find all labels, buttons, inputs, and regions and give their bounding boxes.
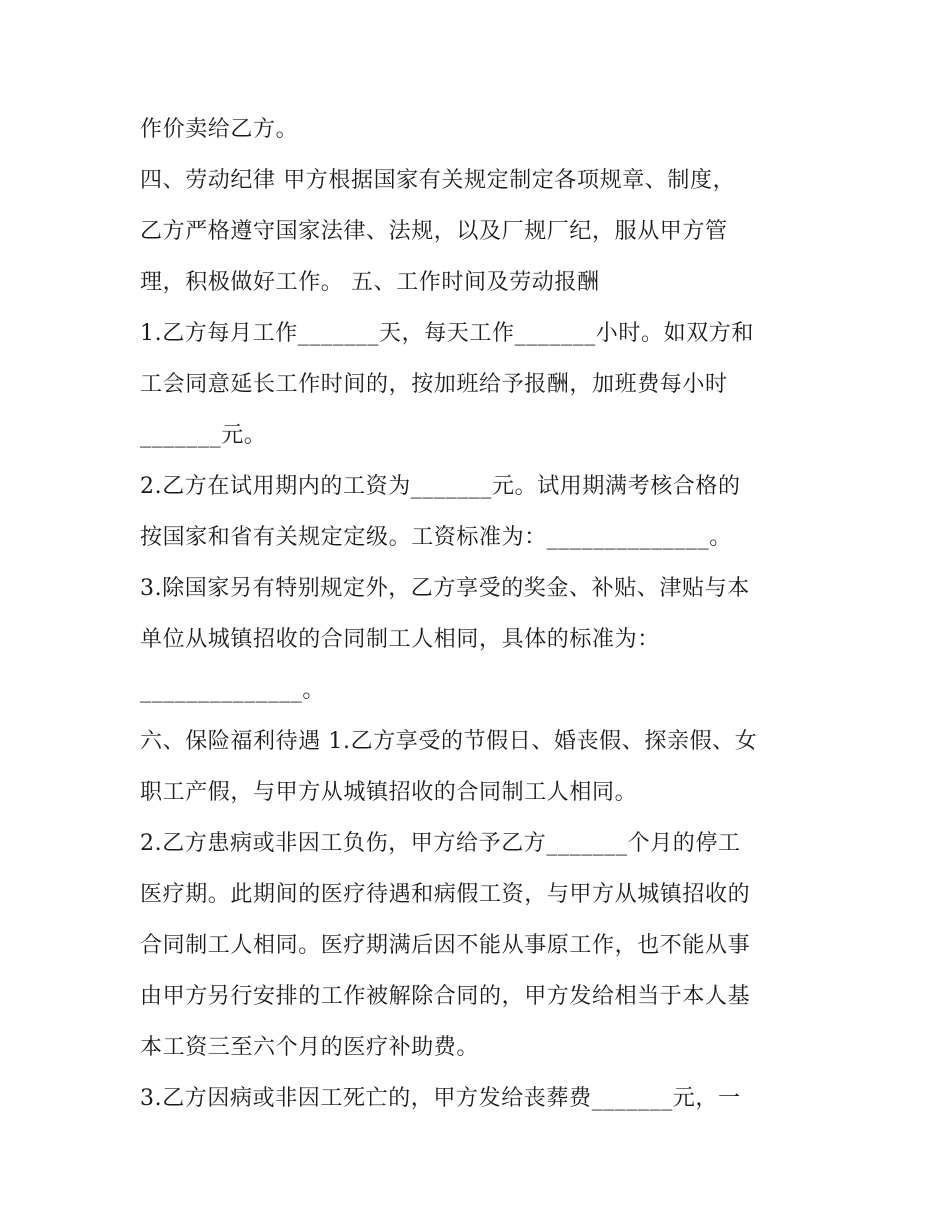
text-line: 职工产假，与甲方从城镇招收的合同制工人相同。 xyxy=(140,780,638,805)
text-line: 作价卖给乙方。 xyxy=(140,117,299,142)
text-line: 由甲方另行安排的工作被解除合同的，甲方发给相当于本人基 xyxy=(140,984,751,1009)
text-line: 3.乙方因病或非因工死亡的，甲方发给丧葬费_______元，一 xyxy=(140,1086,741,1111)
text-line: 医疗期。此期间的医疗待遇和病假工资，与甲方从城镇招收的 xyxy=(140,882,751,907)
text-line: 乙方严格遵守国家法律、法规，以及厂规厂纪，服从甲方管 xyxy=(140,219,728,244)
section-heading-line: 六、保险福利待遇 1.乙方享受的节假日、婚丧假、探亲假、女 xyxy=(140,729,758,754)
text-line: 3.除国家另有特别规定外，乙方享受的奖金、补贴、津贴与本 xyxy=(140,576,750,601)
text-line: ______________。 xyxy=(140,678,325,703)
text-line: 2.乙方患病或非因工负伤，甲方给予乙方_______个月的停工 xyxy=(140,831,741,856)
text-line: 本工资三至六个月的医疗补助费。 xyxy=(140,1035,480,1060)
text-line: 工会同意延长工作时间的，按加班给予报酬，加班费每小时 xyxy=(140,372,728,397)
text-line: 按国家和省有关规定定级。工资标准为：______________。 xyxy=(140,525,732,550)
text-line: 单位从城镇招收的合同制工人相同，具体的标准为： xyxy=(140,627,660,652)
text-line: 合同制工人相同。医疗期满后因不能从事原工作，也不能从事 xyxy=(140,933,751,958)
text-line: 1.乙方每月工作_______天，每天工作_______小时。如双方和 xyxy=(140,321,754,346)
text-line: _______元。 xyxy=(140,423,267,448)
text-line: 2.乙方在试用期内的工资为_______元。试用期满考核合格的 xyxy=(140,474,741,499)
section-heading-line: 四、劳动纪律 甲方根据国家有关规定制定各项规章、制度， xyxy=(140,168,736,193)
section-heading-line: 理，积极做好工作。 五、工作时间及劳动报酬 xyxy=(140,270,600,295)
